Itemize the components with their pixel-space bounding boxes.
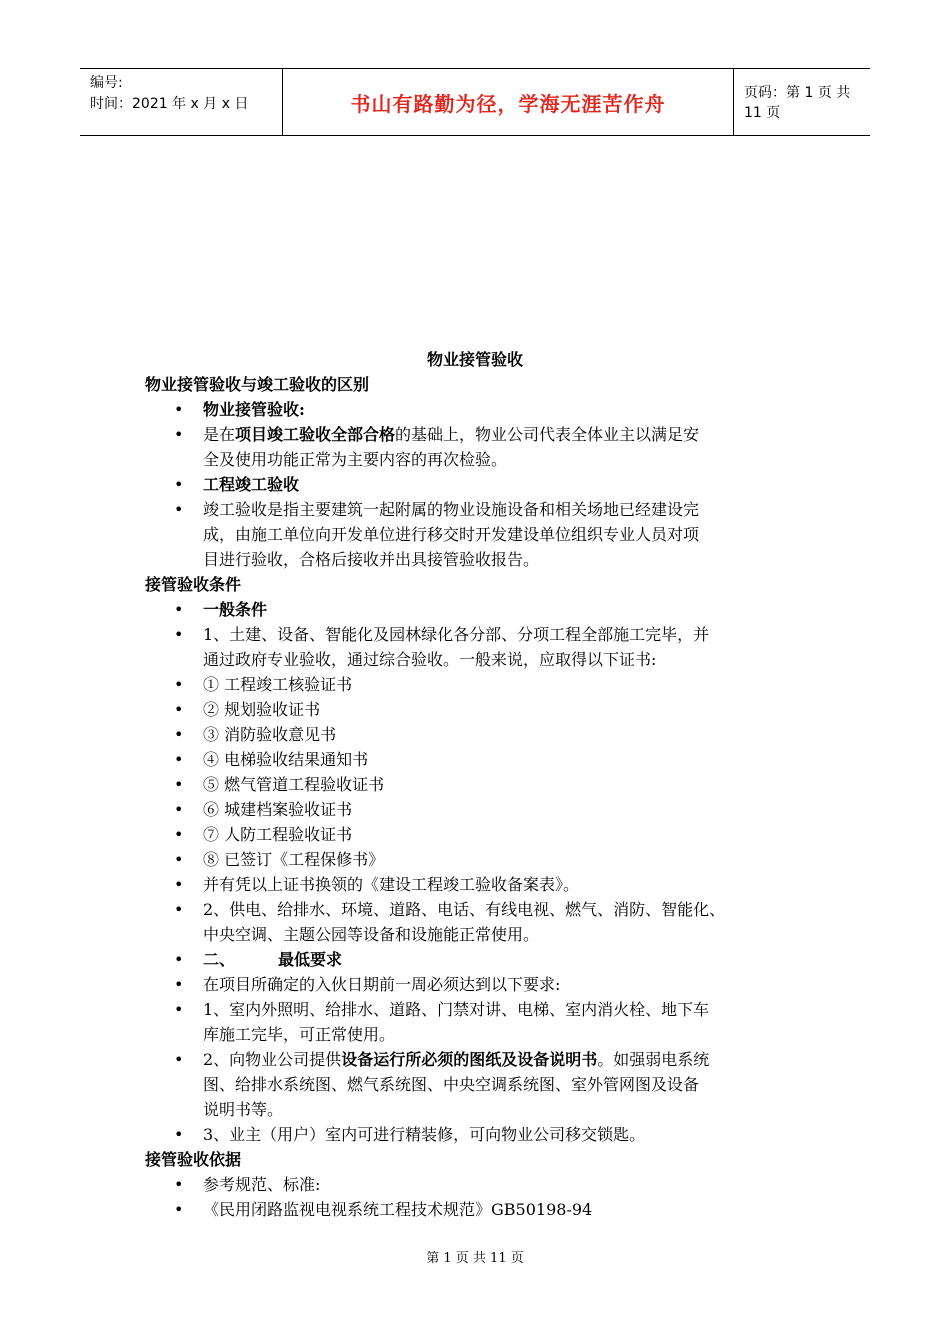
text-run: 的基础上，物业公司代表全体业主以满足安: [395, 425, 700, 444]
list-item-continuation: 成，由施工单位向开发单位进行移交时开发建设单位组织专业人员对项: [203, 525, 700, 544]
section-heading-basis: 接管验收依据: [145, 1150, 242, 1169]
list-item: 物业接管验收:: [203, 400, 305, 419]
list-item: 在项目所确定的入伙日期前一周必须达到以下要求:: [203, 975, 561, 994]
bullet-marker: •: [174, 950, 184, 969]
emphasis-text: 设备运行所必须的图纸及设备说明书: [341, 1050, 598, 1069]
text-run: 。如强弱电系统: [597, 1050, 710, 1069]
list-item: ⑧ 已签订《工程保修书》: [203, 850, 385, 869]
bullet-marker: •: [174, 475, 184, 494]
list-item: ⑥ 城建档案验收证书: [203, 800, 353, 819]
list-item: [203, 422, 699, 447]
bullet-marker: •: [174, 400, 184, 419]
bullet-marker: •: [174, 975, 184, 994]
list-item-continuation: 图、给排水系统图、燃气系统图、中央空调系统图、室外管网图及设备: [203, 1075, 700, 1094]
bullet-marker: •: [174, 675, 184, 694]
list-item: ① 工程竣工核验证书: [203, 675, 353, 694]
header-page-label: 页码：第 1 页 共 11 页: [744, 85, 851, 121]
number-label: 编号:: [90, 75, 123, 91]
time-label: 时间：2021 年 x 月 x 日: [90, 96, 249, 112]
list-item: 1、土建、设备、智能化及园林绿化各分部、分项工程全部施工完毕，并: [203, 625, 710, 644]
section-heading-difference: 物业接管验收与竣工验收的区别: [145, 375, 370, 394]
bullet-marker: •: [174, 825, 184, 844]
list-item: 最低要求: [278, 950, 343, 969]
list-item-continuation: 通过政府专业验收，通过综合验收。一般来说，应取得以下证书:: [203, 650, 657, 669]
text-run: 是在: [203, 425, 236, 444]
list-item: 参考规范、标准:: [203, 1175, 321, 1194]
list-item: ② 规划验收证书: [203, 700, 321, 719]
list-item-continuation: 说明书等。: [203, 1100, 284, 1119]
list-item: 3、业主（用户）室内可进行精装修，可向物业公司移交锁匙。: [203, 1125, 646, 1144]
header-motto: 书山有路勤为径，学海无涯苦作舟: [282, 69, 734, 135]
list-item: 竣工验收是指主要建筑一起附属的物业设施设备和相关场地已经建设完: [203, 500, 700, 519]
list-item: 一般条件: [203, 600, 268, 619]
list-item: 并有凭以上证书换领的《建设工程竣工验收备案表》。: [203, 875, 580, 894]
bullet-marker: •: [174, 1125, 184, 1144]
bullet-marker: •: [174, 1200, 184, 1219]
bullet-marker: •: [174, 600, 184, 619]
bullet-marker: •: [174, 425, 184, 444]
bullet-marker: •: [174, 700, 184, 719]
bullet-marker: •: [174, 500, 184, 519]
page-title: 物业接管验收: [426, 350, 523, 369]
list-item: 《民用闭路监视电视系统工程技术规范》GB50198-94: [203, 1200, 593, 1219]
list-item: ⑤ 燃气管道工程验收证书: [203, 775, 385, 794]
page-footer: 第 1 页 共 11 页: [426, 1251, 524, 1266]
bullet-marker: •: [174, 900, 184, 919]
document-header: [80, 68, 870, 136]
text-run: 2、向物业公司提供: [203, 1050, 342, 1069]
bullet-marker: •: [174, 775, 184, 794]
bullet-marker: •: [174, 800, 184, 819]
list-item: ③ 消防验收意见书: [203, 725, 337, 744]
section-heading-conditions: 接管验收条件: [145, 575, 242, 594]
list-item-continuation: 中央空调、主题公园等设备和设施能正常使用。: [203, 925, 540, 944]
bullet-marker: •: [174, 1175, 184, 1194]
list-item: 2、供电、给排水、环境、道路、电话、有线电视、燃气、消防、智能化、: [203, 900, 726, 919]
bullet-marker: •: [174, 625, 184, 644]
bullet-marker: •: [174, 1050, 184, 1069]
list-item: ④ 电梯验收结果通知书: [203, 750, 369, 769]
bullet-marker: •: [174, 850, 184, 869]
emphasis-text: 项目竣工验收全部合格: [235, 425, 396, 444]
bullet-marker: •: [174, 875, 184, 894]
bullet-marker: •: [174, 725, 184, 744]
list-item-continuation: 库施工完毕，可正常使用。: [203, 1025, 396, 1044]
bullet-marker: •: [174, 1000, 184, 1019]
header-meta-cell: [80, 69, 282, 135]
list-item: 1、室内外照明、给排水、道路、门禁对讲、电梯、室内消火栓、地下车: [203, 1000, 710, 1019]
bullet-marker: •: [174, 750, 184, 769]
list-item-continuation: 目进行验收，合格后接收并出具接管验收报告。: [203, 550, 540, 569]
list-item: [203, 1047, 709, 1072]
list-item: ⑦ 人防工程验收证书: [203, 825, 353, 844]
list-item-number: 二、: [203, 950, 236, 969]
list-item-continuation: 全及使用功能正常为主要内容的再次检验。: [203, 450, 508, 469]
list-item: 工程竣工验收: [203, 475, 300, 494]
